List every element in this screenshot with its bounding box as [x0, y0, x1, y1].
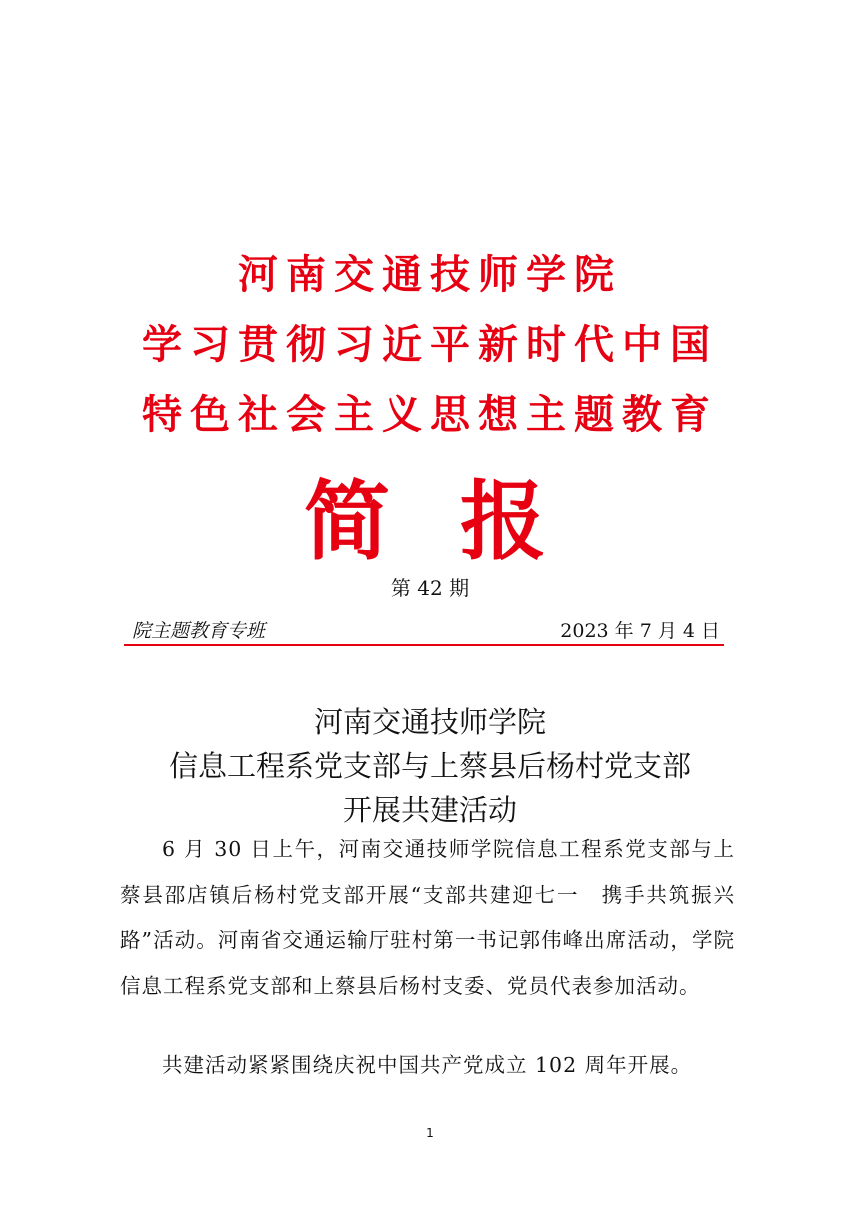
article-paragraph-1: 6 月 30 日上午，河南交通技师学院信息工程系党支部与上蔡县邵店镇后杨村党支部开展“支部共建迎七一 携手共筑振兴路”活动。河南省交通运输厅驻村第一书记郭伟峰出席活动，学院信息工程系党支部和上蔡县后杨村支委、党员代表参加活动。	[120, 837, 735, 998]
masthead-line-1: 河南交通技师学院	[238, 251, 622, 298]
article-title-line-3: 开展共建活动	[342, 793, 517, 827]
masthead-brief: 简报	[304, 471, 616, 572]
article-title-line-1: 河南交通技师学院	[313, 705, 546, 739]
publish-date: 2023 年 7 月 4 日	[560, 620, 720, 642]
issue-number: 第 42 期	[390, 576, 470, 600]
department-label: 院主题教育专班	[132, 620, 266, 642]
page-number: 1	[426, 1126, 434, 1140]
article-title-line-2: 信息工程系党支部与上蔡县后杨村党支部	[168, 749, 691, 783]
red-divider	[124, 644, 724, 646]
article-paragraph-2: 共建活动紧紧围绕庆祝中国共产党成立 102 周年开展。	[162, 1053, 693, 1077]
masthead-line-3: 特色社会主义思想主题教育	[142, 391, 718, 438]
masthead-line-2: 学习贯彻习近平新时代中国	[142, 321, 718, 368]
